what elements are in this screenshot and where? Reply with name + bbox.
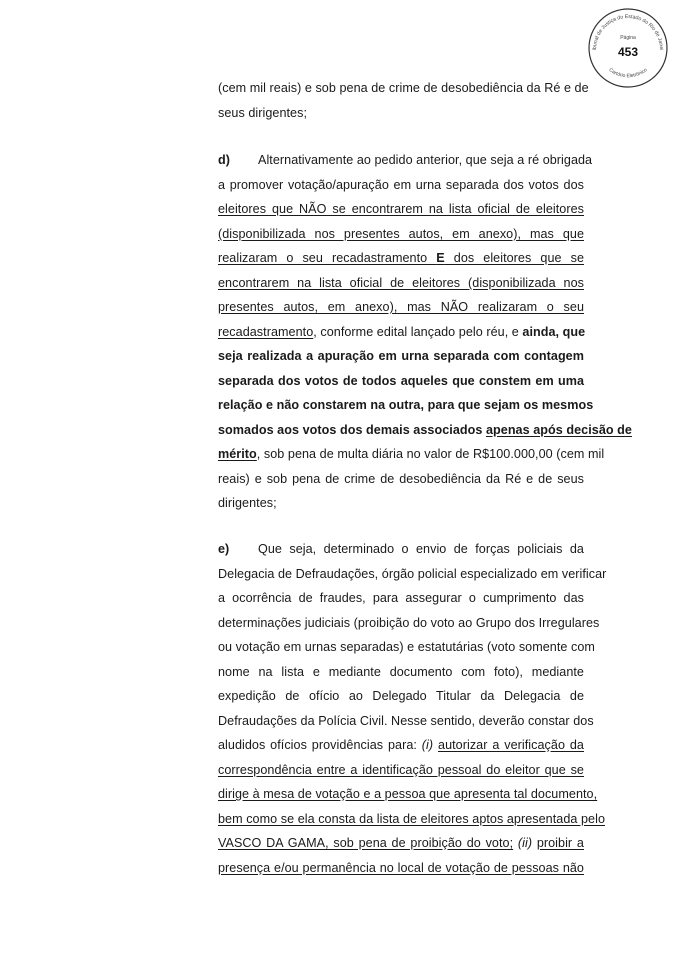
stamp-page-number: 453: [617, 45, 639, 59]
svg-text:Tribunal de Justiça do Estado: [586, 6, 664, 50]
item-e-line: Defraudações da Polícia Civil. Nesse sentido, deverão constar dos: [218, 713, 594, 728]
item-d-line-underlined: [218, 250, 584, 266]
item-d-line: [218, 324, 584, 340]
text-run: realizaram o seu recadastramento: [218, 251, 437, 265]
stamp-seal-icon: [586, 6, 670, 90]
item-d-marker: d): [218, 153, 230, 167]
court-page-stamp: [586, 6, 670, 90]
item-d-line-bold: separada dos votos de todos aqueles que constem em uma: [218, 373, 584, 388]
paragraph-line: (cem mil reais) e sob pena de crime de desobediência da Ré e de: [218, 81, 589, 95]
item-d-line-underlined: presentes autos, em anexo), mas NÃO realizaram o seu: [218, 300, 584, 314]
paragraph-line: seus dirigentes;: [218, 106, 308, 120]
item-d-line: a promover votação/apuração em urna separada dos votos dos: [218, 177, 584, 192]
item-d-line: [218, 446, 605, 462]
text-run-underlined: autorizar a verificação da: [438, 738, 584, 752]
item-e-line-underlined: presença e/ou permanência no local de votação de pessoas não: [218, 860, 584, 875]
text-run-bold-underlined: mérito: [218, 447, 257, 461]
text-run: , sob pena de multa diária no valor de R$100.000,00 (cem mil: [256, 447, 605, 461]
item-d-line-bold: seja realizada a apuração em urna separada com contagem: [218, 349, 584, 363]
item-d-line-underlined: (disponibilizada nos presentes autos, em anexo), mas que: [218, 226, 584, 241]
item-d-line: dirigentes;: [218, 496, 277, 510]
item-d-line-bold: [218, 422, 632, 438]
item-e-line-underlined: bem como se ela consta da lista de eleitores aptos apresentada pelo: [218, 811, 605, 826]
item-e-line-underlined: dirige à mesa de votação e a pessoa que apresenta tal documento,: [218, 787, 598, 801]
item-d-line-bold: relação e não constarem na outra, para que sejam os mesmos: [218, 398, 594, 412]
text-run: dos eleitores que se: [444, 251, 584, 265]
item-e-line: ou votação em urnas separadas) e estatutárias (voto somente com: [218, 640, 595, 654]
text-run-bold: ainda, que: [522, 324, 586, 339]
item-d-line: reais) e sob pena de crime de desobediência da Ré e de seus: [218, 471, 584, 486]
text-run: Alternativamente ao pedido anterior, que seja a ré obrigada: [258, 153, 593, 167]
item-e-line-underlined: correspondência entre a identificação pessoal do eleitor que se: [218, 762, 584, 777]
stamp-label: Página: [620, 35, 636, 41]
stamp-bottom-text: Cartório Eletrônico: [607, 67, 649, 80]
emphasis-E: E: [436, 251, 445, 265]
item-e-line: nome na lista e mediante documento com foto), mediante: [218, 664, 584, 679]
item-e-line: [218, 835, 584, 851]
item-e-line: Delegacia de Defraudações, órgão policial especializado em verificar: [218, 566, 607, 581]
item-e-line: a ocorrência de fraudes, para assegurar o cumprimento das: [218, 591, 584, 605]
text-run: Que seja, determinado o envio de forças policiais da: [258, 542, 584, 556]
text-run-underlined: VASCO DA GAMA, sob pena de proibição do voto;: [218, 836, 514, 850]
item-e-line: [218, 541, 584, 557]
item-e-line: expedição de ofício ao Delegado Titular da Delegacia de: [218, 689, 584, 703]
text-run-bold-underlined: apenas após decisão de: [485, 422, 632, 437]
text-run-underlined: proibir a: [536, 836, 584, 850]
item-e-marker: e): [218, 542, 230, 556]
text-run: aludidos ofícios providências para:: [218, 738, 422, 752]
item-d-line: [218, 152, 593, 168]
stamp-court-text: ibunal de Justiça do Estado do Rio de Janei: [591, 13, 665, 51]
item-e-line: determinações judiciais (proibição do voto ao Grupo dos Irregulares: [218, 615, 600, 630]
text-run: , conforme edital lançado pelo réu, e: [313, 324, 523, 339]
item-e-line: [218, 737, 584, 753]
svg-text:Cartório Eletrônico: [608, 67, 649, 79]
item-d-line-underlined: encontrarem na lista oficial de eleitores (disponibilizada nos: [218, 275, 584, 290]
text-run-bold: somados aos votos dos demais associados: [218, 422, 486, 437]
text-run-underlined: recadastramento: [218, 324, 314, 339]
text-run-italic: (i): [421, 738, 434, 752]
item-d-line-underlined: eleitores que NÃO se encontrarem na lista oficial de eleitores: [218, 202, 584, 216]
text-run-italic: (ii): [517, 836, 533, 850]
